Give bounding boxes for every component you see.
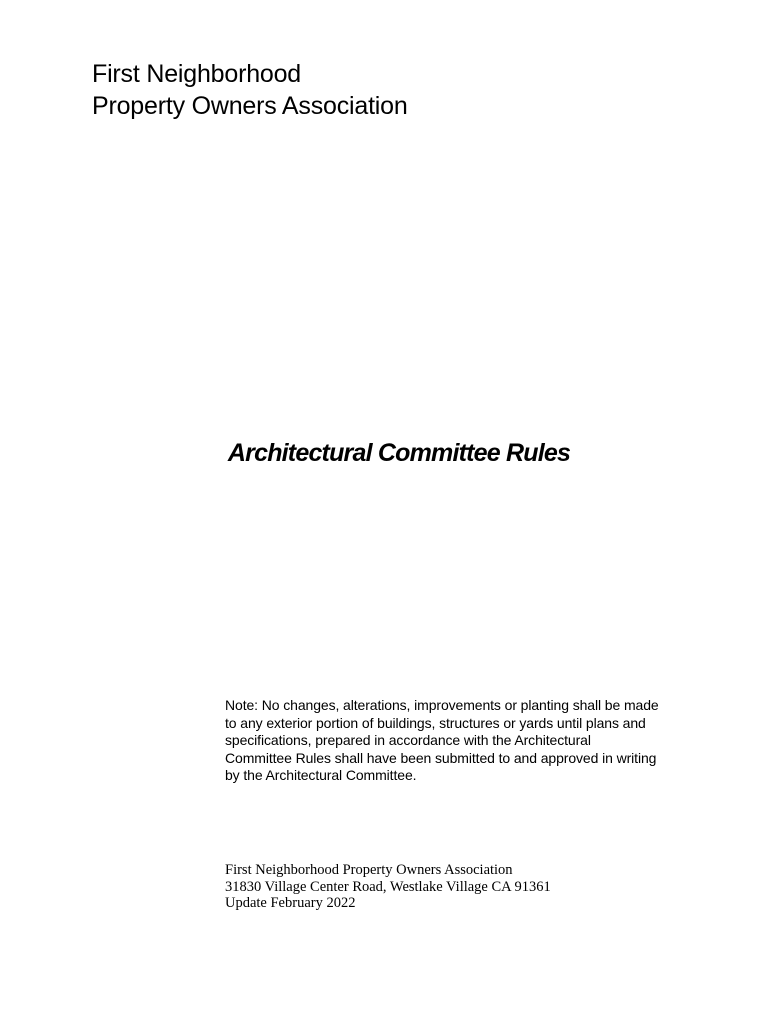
note-line: specifications, prepared in accordance with the Architectural [225, 732, 591, 748]
note-line: by the Architectural Committee. [225, 767, 417, 783]
organization-header [92, 58, 408, 122]
note-line: Note: No changes, alterations, improvements or planting shall be made [225, 697, 659, 713]
footer-address-block [225, 862, 551, 912]
footer-address: 31830 Village Center Road, Westlake Village CA 91361 [225, 878, 551, 895]
note-line: Committee Rules shall have been submitted to and approved in writing [225, 749, 657, 766]
footer-organization-name: First Neighborhood Property Owners Association [225, 862, 513, 878]
organization-name-line-2: Property Owners Association [92, 92, 408, 120]
document-title: Architectural Committee Rules [227, 439, 571, 467]
organization-name-line-1: First Neighborhood [92, 60, 302, 88]
note-line: to any exterior portion of buildings, structures or yards until plans and [225, 714, 646, 731]
note-paragraph [225, 697, 715, 785]
footer-update-date: Update February 2022 [225, 895, 356, 911]
